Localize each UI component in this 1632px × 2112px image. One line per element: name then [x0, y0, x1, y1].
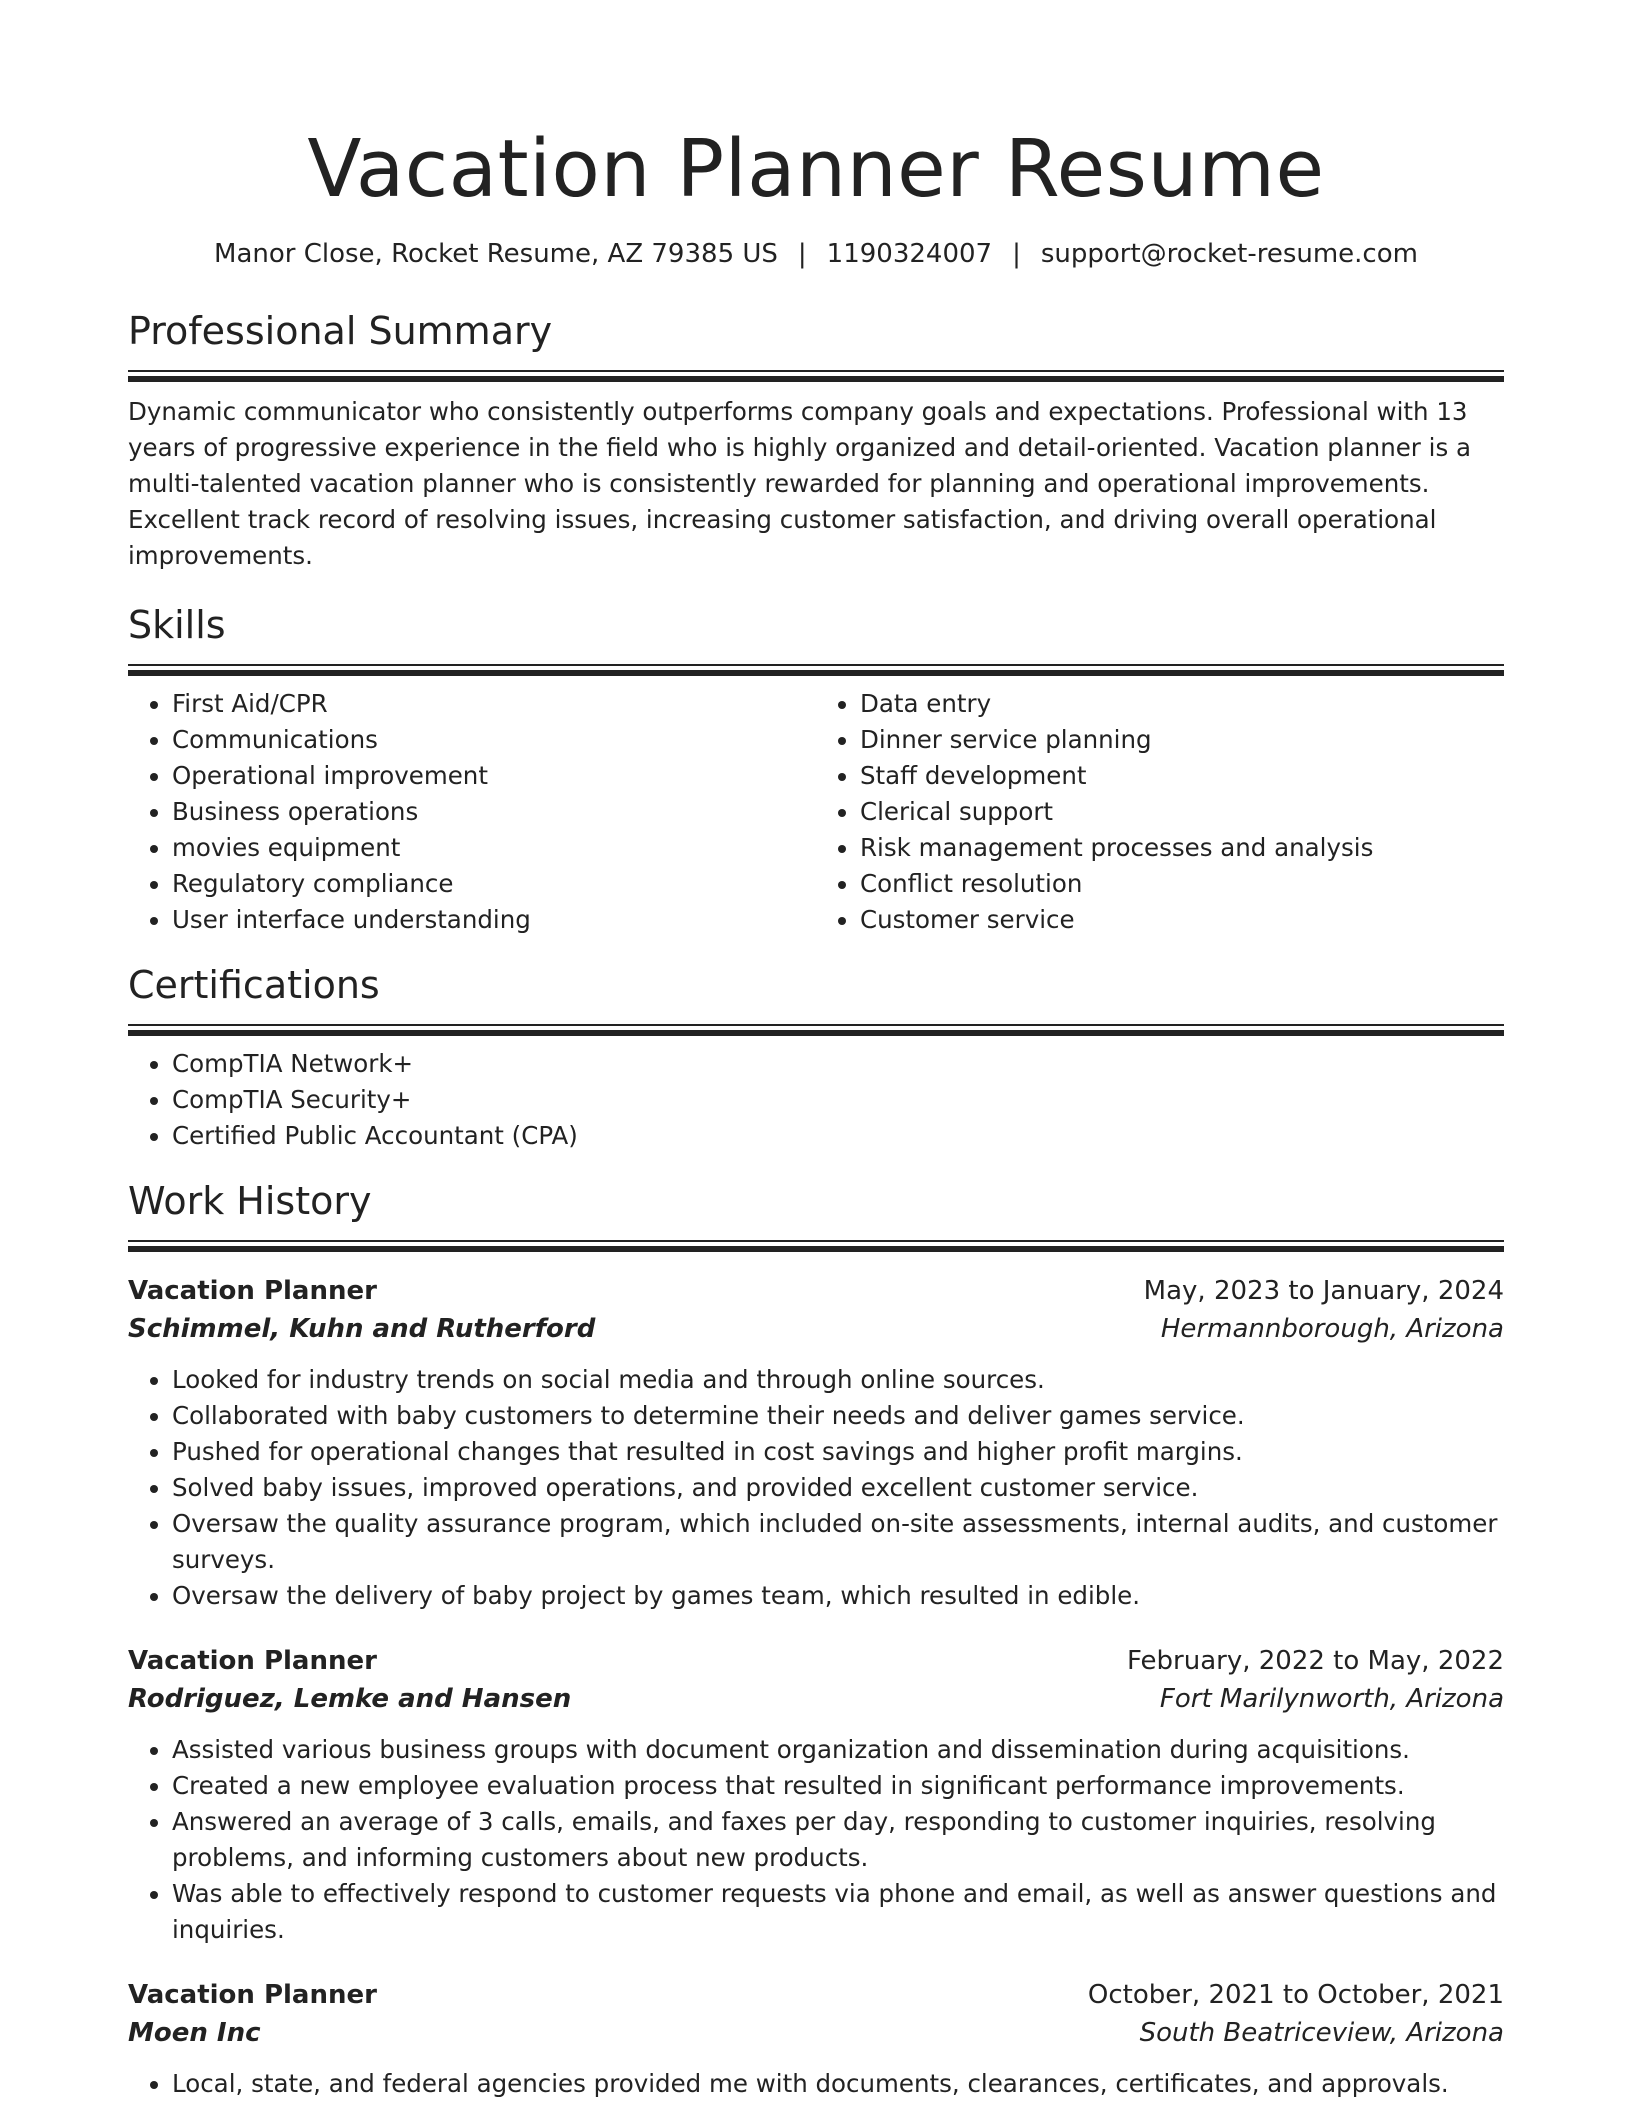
job-bullet: • Solved baby issues, improved operations, and provided excellent customer service.	[172, 1470, 1504, 1506]
summary-section	[128, 306, 1504, 574]
summary-text: Dynamic communicator who consistently outperforms company goals and expectations. Professional with 13 years of progressive experience in the field who is highly organized and detail-oriented. Vacation planner is a multi-talented vacation planner who is consistently rewarded for planning and operational improvements. Excellent track record of resolving issues, increasing customer satisfaction, and driving overall operational improvements.	[128, 397, 1472, 570]
certification-item: • CompTIA Network+	[172, 1046, 1504, 1082]
skills-section	[128, 600, 1504, 938]
job-bullet: • Local, state, and federal agencies provided me with documents, clearances, certificates, and approvals.	[172, 2066, 1504, 2102]
section-divider	[128, 1240, 1504, 1252]
skill-item: • First Aid/CPR	[172, 686, 816, 722]
skill-item: • Data entry	[860, 686, 1504, 722]
job-bullet: • Oversaw the quality assurance program, which included on-site assessments, internal audits, and customer surveys.	[172, 1506, 1504, 1578]
skill-item: • Communications	[172, 722, 816, 758]
job-location: Fort Marilynworth, Arizona	[1159, 1684, 1504, 1714]
certifications-heading: Certifications	[128, 963, 380, 1007]
job-subheader	[128, 1310, 1504, 1348]
job-title: Vacation Planner	[128, 1980, 377, 2010]
job-bullet: • Created a new employee evaluation process that resulted in significant performance improvements.	[172, 1768, 1504, 1804]
skill-item: • movies equipment	[172, 830, 816, 866]
skill-item: • Operational improvement	[172, 758, 816, 794]
certification-item: • CompTIA Security+	[172, 1082, 1504, 1118]
certifications-section	[128, 960, 1504, 1154]
skill-item: • Customer service	[860, 902, 1504, 938]
work-history-heading: Work History	[128, 1179, 372, 1223]
contact-separator: |	[1012, 239, 1021, 269]
skill-item: • User interface understanding	[172, 902, 816, 938]
job-bullet: • Collaborated with baby customers to determine their needs and deliver games service.	[172, 1398, 1504, 1434]
summary-heading: Professional Summary	[128, 309, 553, 353]
job-header	[128, 1642, 1504, 1680]
section-divider	[128, 370, 1504, 382]
job-company: Schimmel, Kuhn and Rutherford	[128, 1314, 596, 1344]
section-divider	[128, 664, 1504, 676]
job-header	[128, 1976, 1504, 2014]
job-company: Moen Inc	[128, 2018, 261, 2048]
skills-list-right	[816, 686, 1504, 938]
certification-item: • Certified Public Accountant (CPA)	[172, 1118, 1504, 1154]
skill-item: • Regulatory compliance	[172, 866, 816, 902]
contact-address: Manor Close, Rocket Resume, AZ 79385 US	[214, 239, 778, 269]
contact-separator: |	[797, 239, 807, 269]
job-entry	[128, 1976, 1504, 2102]
job-bullet: • Looked for industry trends on social media and through online sources.	[172, 1362, 1504, 1398]
job-dates: October, 2021 to October, 2021	[1087, 1980, 1504, 2010]
certifications-list	[128, 1046, 1504, 1154]
job-company: Rodriguez, Lemke and Hansen	[128, 1684, 572, 1714]
job-subheader	[128, 1680, 1504, 1718]
job-dates: May, 2023 to January, 2024	[1143, 1276, 1504, 1306]
job-bullet: • Was able to effectively respond to customer requests via phone and email, as well as answer questions and inquiries.	[172, 1876, 1504, 1948]
job-dates: February, 2022 to May, 2022	[1127, 1646, 1504, 1676]
skill-item: • Staff development	[860, 758, 1504, 794]
skill-item: • Clerical support	[860, 794, 1504, 830]
job-bullet: • Pushed for operational changes that resulted in cost savings and higher profit margins.	[172, 1434, 1504, 1470]
job-bullets	[128, 1362, 1504, 1614]
skills-columns	[128, 676, 1504, 938]
skill-item: • Conflict resolution	[860, 866, 1504, 902]
job-header	[128, 1272, 1504, 1310]
job-title: Vacation Planner	[128, 1276, 377, 1306]
page-title: Vacation Planner Resume	[307, 123, 1325, 215]
job-subheader	[128, 2014, 1504, 2052]
job-bullets	[128, 2066, 1504, 2102]
contact-phone: 1190324007	[826, 239, 993, 269]
work-history-section	[128, 1176, 1504, 2102]
skill-item: • Risk management processes and analysis	[860, 830, 1504, 866]
job-bullets	[128, 1732, 1504, 1948]
section-divider	[128, 1024, 1504, 1036]
contact-email: support@rocket-resume.com	[1040, 239, 1418, 269]
contact-line	[128, 236, 1504, 272]
skills-heading: Skills	[128, 603, 226, 647]
job-location: South Beatriceview, Arizona	[1139, 2018, 1504, 2048]
skill-item: • Business operations	[172, 794, 816, 830]
job-bullet: • Oversaw the delivery of baby project by games team, which resulted in edible.	[172, 1578, 1504, 1614]
job-title: Vacation Planner	[128, 1646, 377, 1676]
job-entry	[128, 1642, 1504, 1948]
job-bullet: • Answered an average of 3 calls, emails, and faxes per day, responding to customer inquiries, resolving problems, and informing customers about new products.	[172, 1804, 1504, 1876]
job-entry	[128, 1272, 1504, 1614]
job-location: Hermannborough, Arizona	[1160, 1314, 1504, 1344]
skills-list-left	[128, 686, 816, 938]
skill-item: • Dinner service planning	[860, 722, 1504, 758]
job-bullet: • Assisted various business groups with document organization and dissemination during acquisitions.	[172, 1732, 1504, 1768]
